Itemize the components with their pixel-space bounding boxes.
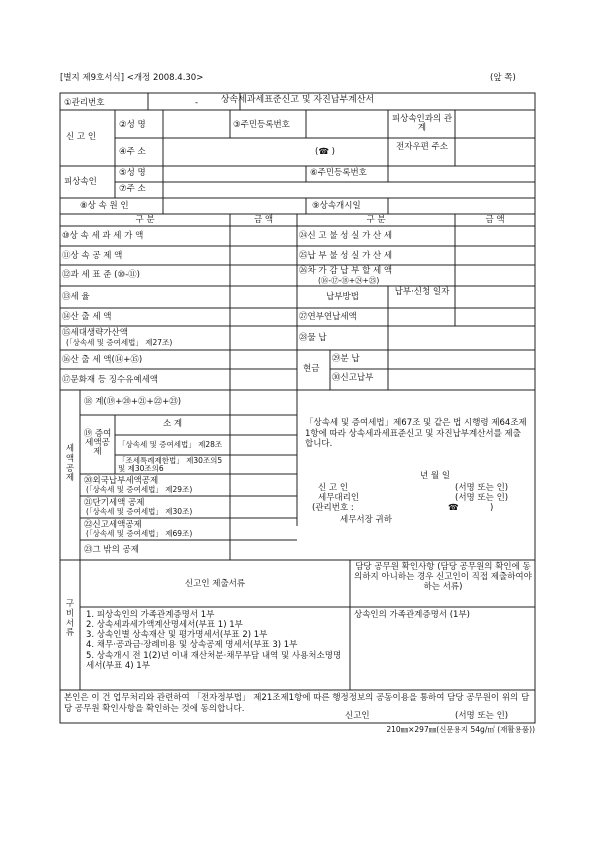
row-net-payable: ㉖차 가 감 납 부 할 세 액 (299, 266, 393, 276)
col-item-left: 구 분 (135, 215, 155, 225)
other-credit: ㉓그 밖의 공제 (84, 545, 139, 555)
deceased-address-label: ⑦주 소 (119, 184, 146, 194)
row-computed-total: ⑯산 출 세 액(⑭+⑮) (62, 355, 143, 365)
agent-mgmt-no: (관리번호 : (312, 503, 354, 513)
agent-mgmt-no-close: ) (490, 503, 494, 513)
paper-spec: 210㎜×297㎜(신문용지 54g/㎡ (재활용품)) (386, 725, 535, 734)
col-amount-left: 금 액 (253, 215, 274, 225)
submit-item-3: 3. 상속인별 상속재산 및 평가명세서(부표 2) 1부 (86, 630, 268, 640)
cause-label: ⑧상 속 원 인 (80, 201, 129, 211)
address-label: ④주 소 (119, 147, 146, 157)
statement-text: 「상속세 및 증여세법」제67조 및 같은 법 시행령 제64조제1항에 따라 상속세과세표준신고 및 자진납부계산서를 제출합니다. (305, 418, 527, 450)
submit-item-5: 5. 상속개시 전 1(2)년 이내 재산처분·채무부담 내역 및 사용처소명명세서(부표 4) 1부 (86, 651, 342, 672)
page-side: (앞 쪽) (490, 73, 516, 83)
row-deduction: ⑪상 속 공 제 액 (62, 251, 123, 261)
statement-date: 년 월 일 (420, 471, 451, 481)
mgmt-no-label: ①관리번호 (64, 98, 105, 108)
relation-label: 피상속인과의 관계 (391, 114, 453, 133)
short-term-credit: ㉑단기세액 공제 (84, 498, 145, 508)
phone-label: (☎ ) (315, 147, 335, 157)
row-net-payable-formula: (⑯-⑰-⑱+㉔+㉕) (318, 276, 380, 285)
filing-credit: ㉒신고세액공제 (84, 520, 142, 530)
email-label: 전자우편 주소 (396, 142, 448, 152)
declarant-line: 신 고 인 (318, 483, 349, 493)
consent-declarant: 신고인 (345, 711, 370, 721)
col-amount-right: 금 액 (485, 215, 505, 225)
row-payment-penalty: ㉕납 부 불 성 실 가 산 세 (299, 251, 393, 261)
gift-credit-label: ⑲ 증여세액공제 (83, 429, 112, 457)
date-label: ⑨상속개시일 (312, 201, 361, 211)
deceased-label: 피상속인 (64, 177, 97, 187)
documents-side-label: 구비서류 (65, 599, 75, 639)
consent-signature: (서명 또는 인) (455, 711, 509, 721)
short-term-credit-law: (「상속세 및 증여세법」 제30조) (86, 507, 193, 516)
col-item-right: 구 분 (366, 215, 386, 225)
addressee: 세무서장 귀하 (340, 515, 392, 525)
deceased-name-label: ⑤성 명 (119, 168, 146, 178)
row-cultural-deferral: ⑰문화재 등 징수유예세액 (62, 375, 159, 385)
foreign-credit: ⑳외국납부세액공제 (84, 476, 159, 486)
row-computed-tax: ⑭산 출 세 액 (62, 312, 112, 322)
submit-item-4: 4. 채무·공과금·장례비용 및 상속공제 명세서(부표 3) 1부 (86, 640, 298, 650)
row-tax-rate: ⑬세 율 (62, 292, 90, 302)
filing-credit-law: (「상속세 및 증여세법」 제69조) (86, 529, 193, 538)
declarant-label: 신 고 인 (66, 132, 97, 142)
agent-signature: (서명 또는 인) (455, 493, 509, 503)
form-id: [별지 제9호서식] <개정 2008.4.30> (60, 73, 204, 83)
officer-item: 상속인의 가족관계증명서 (1부) (354, 610, 470, 620)
credit-side-label: 세액공제 (65, 444, 75, 484)
submit-item-1: 1. 피상속인의 가족관계증명서 1부 (86, 610, 215, 620)
submit-item-2: 2. 상속세과세가액계산명세서(부표 1) 1부 (86, 620, 243, 630)
payment-date-header: 납부·신청 일자 (394, 287, 450, 297)
agent-line: 세무대리인 (318, 493, 360, 503)
consent-text: 본인은 이 건 업무처리와 관련하여 「전자정부법」 제21조제1항에 따른 행정정보의 공동이용을 통하여 담당 공무원이 위의 담당 공무원 확인사항을 확인하는 것에 동의합니다. (64, 693, 530, 714)
row-tax-base: ⑫과 세 표 준 (⑩-⑪) (62, 270, 140, 280)
credit-total: ⑱ 계(⑲+⑳+㉑+㉒+㉓) (84, 397, 182, 407)
row-filing-penalty: ㉔신 고 불 성 실 가 산 세 (299, 231, 393, 241)
payment-method-header: 납부방법 (326, 292, 359, 302)
gift-subtotal: 소 계 (162, 419, 183, 429)
gift-law-1: 「상속세 및 증여세법」 제28조 (118, 440, 223, 449)
name-label: ②성 명 (119, 120, 146, 130)
phone-icon: ☎ (448, 503, 459, 513)
foreign-credit-law: (「상속세 및 증여세법」 제29조) (86, 485, 193, 494)
officer-header: 담당 공무원 확인사항 (담당 공무원의 확인에 동의하지 아니하는 경우 신고인이 직접 제출하여야 하는 서류) (354, 562, 532, 592)
row-generation-skip: ⑮세대생략가산액 (62, 328, 128, 338)
row-generation-skip-law: (「상속세 및 증여세법」 제27조) (66, 338, 173, 347)
submit-header: 신고인 제출서류 (184, 579, 246, 589)
row-in-kind: ㉘물 납 (299, 333, 327, 343)
form-title: 상속세과세표준신고 및 자진납부계산서 (220, 95, 375, 105)
row-filing-payment: ㉚신고납부 (332, 373, 374, 383)
rrn-label: ③주민등록번호 (233, 120, 290, 130)
mgmt-no-value: - (195, 98, 199, 108)
row-installment: ㉗연부연납세액 (299, 312, 357, 322)
gift-law-2: 「조세특례제한법」 제30조의5 및 제30조의6 (118, 456, 223, 473)
row-cash-label: 현금 (303, 364, 320, 374)
row-taxable-value: ⑩상 속 세 과 세 가 액 (62, 231, 144, 241)
row-split-payment: ㉙분 납 (332, 354, 360, 364)
declarant-signature: (서명 또는 인) (455, 483, 509, 493)
deceased-rrn-label: ⑥주민등록번호 (310, 168, 367, 178)
